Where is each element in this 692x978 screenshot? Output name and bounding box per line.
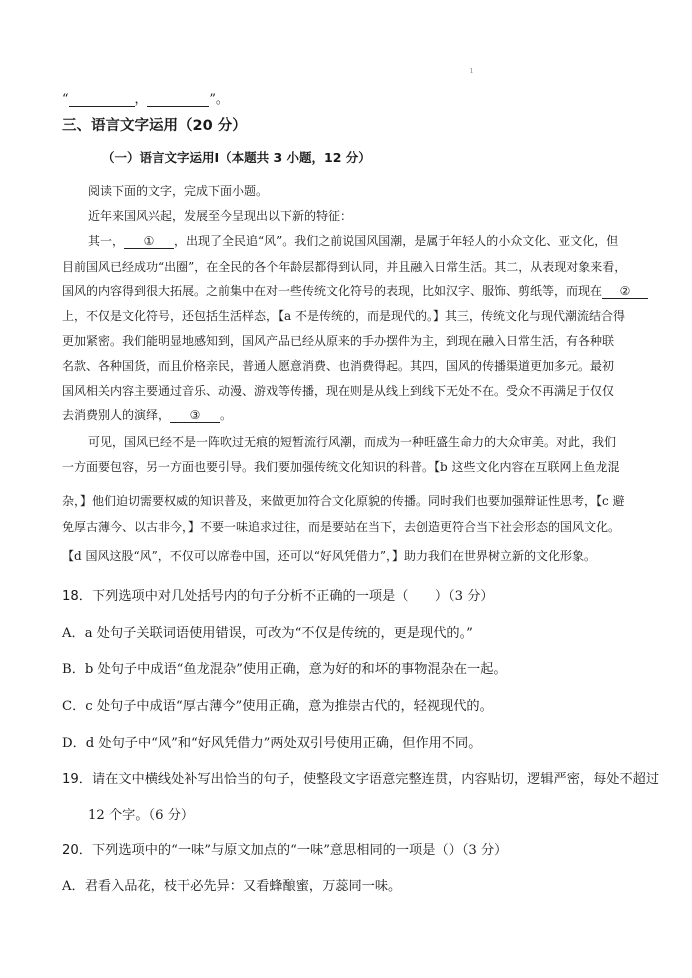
- passage-line: 国风的内容得到很大拓展。之前集中在对一些传统文化符号的表现，比如汉字、服饰、剪纸等，而现在 ②: [62, 282, 648, 299]
- passage-line: 免厚古薄今、以古非今，】不要一味追求过往，而是要站在当下，去创造更符合当下社会形态的国风文化。: [62, 520, 621, 534]
- question-19-stem: 19．请在文中横线处补写出恰当的句子，使整段文字语意完整连贯，内容贴切，逻辑严密，每处不超过: [62, 772, 660, 787]
- q18-option-b[interactable]: B．b 处句子中成语“鱼龙混杂”使用正确，意为好的和坏的事物混杂在一起。: [62, 662, 507, 677]
- section-title: 三、语言文字运用（20 分）: [62, 118, 247, 134]
- answer-blank[interactable]: [147, 92, 209, 107]
- passage-line: 去消费别人的演绎， ③ 。: [62, 408, 233, 422]
- passage-line: 更加紧密。我们能明显地感知到，国风产品已经从原来的手办摆件为主，到现在融入日常生活，有各种联: [62, 334, 615, 348]
- previous-question-tail: “ ， ”。: [62, 92, 229, 107]
- passage-blank-1[interactable]: ①: [124, 234, 174, 249]
- passage-line: 一方面要包容，另一方面也要引导。我们要加强传统文化知识的科普。【b 这些文化内容在互联网上鱼龙混: [62, 460, 620, 474]
- instruction: 阅读下面的文字，完成下面小题。: [88, 184, 269, 198]
- passage-blank-3[interactable]: ③: [170, 408, 220, 423]
- scan-mark: ı: [470, 66, 473, 76]
- q18-option-d[interactable]: D．d 处句子中“风”和“好风凭借力”两处双引号使用正确，但作用不同。: [62, 736, 482, 751]
- passage-line: 【d 国风这股“风”，不仅可以席卷中国，还可以“好风凭借力”，】助力我们在世界树立新的文化形象。: [62, 549, 597, 563]
- passage-line: 其一， ① ，出现了全民追“风”。我们之前说国风国潮，是属于年轻人的小众文化、亚文化，但: [88, 234, 619, 248]
- answer-blank[interactable]: [69, 92, 135, 107]
- passage-line: 目前国风已经成功“出圈”，在全民的各个年龄层都得到认同，并且融入日常生活。其二，从表现对象来看，: [62, 260, 627, 274]
- passage-line: 国风相关内容主要通过音乐、动漫、游戏等传播，现在则是从线上到线下无处不在。受众不再满足于仅仅: [62, 384, 615, 398]
- question-19-stem-cont: 12 个字。（6 分）: [88, 808, 195, 823]
- passage-line: 上，不仅是文化符号，还包括生活样态，【a 不是传统的，而是现代的。】其三，传统文化与现代潮流结合得: [62, 309, 625, 323]
- q18-option-c[interactable]: C．c 处句子中成语“厚古薄今”使用正确，意为推崇古代的，轻视现代的。: [62, 699, 493, 714]
- sub-section-title: （一）语言文字运用Ⅰ（本题共 3 小题，12 分）: [102, 150, 371, 165]
- passage-line: 杂，】他们迫切需要权威的知识普及，来做更加符合文化原貌的传播。同时我们也要加强辩证性思考，【c 避: [62, 494, 625, 508]
- question-18-stem: 18．下列选项中对几处括号内的句子分析不正确的一项是（ ）（3 分）: [62, 589, 494, 604]
- q18-option-a[interactable]: A．a 处句子关联词语使用错误，可改为“不仅是传统的，更是现代的。”: [62, 626, 473, 641]
- passage-blank-2[interactable]: ②: [602, 284, 648, 299]
- q20-option-a[interactable]: A．君看入品花，枝干必先异：又看蜂酿蜜，万蕊同一味。: [62, 879, 402, 894]
- passage-line: 名款、各种国货，而且价格亲民，普通人愿意消费、也消费得起。其四，国风的传播渠道更加多元。最初: [62, 359, 615, 373]
- passage-intro: 近年来国风兴起，发展至今呈现出以下新的特征：: [88, 209, 353, 223]
- question-20-stem: 20．下列选项中的“一味”与原文加点的“一味”意思相同的一项是（）（3 分）: [62, 843, 508, 858]
- passage-line: 可见，国风已经不是一阵吹过无痕的短暂流行风潮，而成为一种旺盛生命力的大众审美。对此，我们: [88, 435, 617, 449]
